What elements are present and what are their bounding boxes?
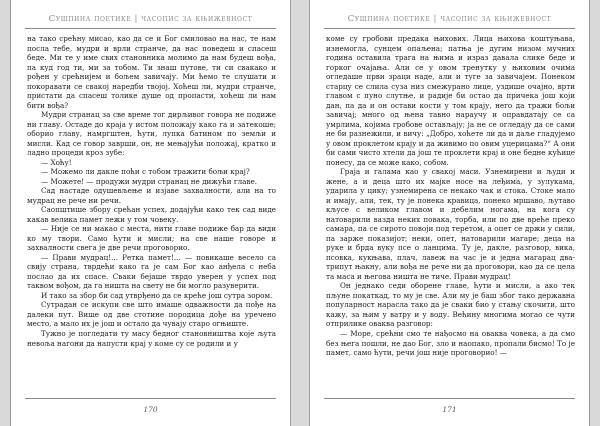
paragraph: Саопштише збору срећан успех, додајући како тек сад виде какав велика памет лежи у том човеку. — [27, 205, 276, 224]
header-rule — [25, 28, 276, 29]
paragraph: — Море, срећни смо те нађосмо на оваква човека, а да смо без њега пошли, не дао Бог, зло и наопако, пропали бисмо! То је памет, само ћути, речи још није проговорио! — — [326, 328, 575, 358]
header-rule — [324, 28, 575, 29]
left-page — [10, 0, 291, 426]
paragraph: на тако срећну мисао, као да се и Бог смиловао на нас, те нам посла тебе, мудри и врли странче, да нас поведеш и спасеш беде. Ми те у име свих становника молимо да нам будеш вођа, па куд год ти, ми за тобом. Ти знаш путове, ти си свакако и рођен у срећнијем и бољем завичају. Ми ћемо те слушати и покоравати се свакој наредби твојој. Хоћеш ли, мудри странче, пристати да спасеш толике душе од пропасти, хоћеш ли нам бити вођа? — [27, 34, 276, 110]
paragraph: Мудри странац за све време тог дирљивог говора не подиже ни главу. Остаде до краја у истом положају како га и затекоше; оборио главу, намргштен, ћути, лупка батином по земљи и мисли. Кад се говор заврши, он, не мењајући положај, кратко и ладно процеди кроз зубе: — [27, 110, 276, 158]
page-number: 170 — [143, 405, 158, 414]
paragraph: коме су гробови предака њихових. Лица њихова коштуњава, изнемогла, сунцем опаљена; патња је дугим низом мучних година оставила трага на њима и израз давала слике беде и горког очајања. Али се у овом тренутку у њиховим очима огледаше први зраци наде, али и туге за завичајем. Понеком старцу се слила суза низ смежурано лице, уздише очајно, врти главом с пуно слутње, и радије би остао да причека још који дан, па да и он остави кости у том крају, него да тражи бољи завичај; много од њена тавно нараучу и оправдатају се са умрлима, којима гробове остављају; ја не се огледају да се сами не би разнежили, и вичу: „Добро, хоћете ли да и даље гладујемо у овом проклетом крају и да живимо по овим уцерицама?“ А они би сами чисто хтели да још те проклети крај и оне бедне кућице понесу, да се може како, собом. — [326, 34, 575, 167]
paragraph: — Није се ни макао с места, нити главе подиже бар да види ко му твори. Само ћути и мисли; на све наше говоре и захвалности свега је две речи проговорио. — [27, 224, 276, 253]
paragraph: — Хоћу! — [41, 157, 72, 167]
paragraph: И тако за збор би сад утврђено да се креће још сутра зором. — [41, 290, 273, 300]
running-header: Сушпина поетике | часопис за књижевност — [48, 14, 253, 24]
paragraph: Тужно је погледати ту масу бедног становништва које љута невоља нагони да напусти крај у коме су се родили и у — [27, 328, 276, 348]
paragraph: — Можемо ли дакле поћи с тобом тражити бољи крај? — [41, 167, 250, 177]
footer-rule — [25, 398, 276, 399]
footer-rule — [324, 398, 575, 399]
page-number: 171 — [442, 405, 457, 414]
page-body — [27, 34, 276, 394]
paragraph: Сад настаде одушевљење и изјаве захвалности, али на то мудрац не рече ни речи. — [27, 186, 276, 205]
paragraph: Он једнако седи оборене главе, ћути и мисли, а ако тек пљуне покаткад, то му је све. Али му је баш због тако державна популарност нарасла тако да је сваки био у стању скочити, што кажу, за њим у ватру и у воду. Већину многима могао се чути отприлике оваква разговор: — [326, 281, 575, 329]
paragraph: — Прави мудрац!... Ретка памет!... — повикаше весело са свију страна, тврдећи како га је сам Бог као анђела с неба послао да их спасе. Сваки бејаше тврдо уверен у успех под таквом вођом, да га ништа на свету не би могло разуверити. — [27, 252, 276, 291]
running-header: Сушпина поетике | часопис за књижевност — [347, 14, 552, 24]
page-body — [326, 34, 575, 394]
paragraph: Сутрадан се искупи све што имаше одважности да пође на далеки пут. Више од две стотине породица дође на уречено место, а мало их је још и остало да чувају старо огњиште. — [27, 300, 276, 329]
paragraph: Граја и галама као у свакој маси. Узнемирени и људи и жене, а и деца што их мајке носе на леђима, у зулукама, ударила у цику; узнемирена се некако чак и стока. Стоке мало и имају, али, тек, ту је понека кравица, понеко мршаво, љутаво кљусе с великом главом и дебелим ногама, на кога су натоварили вазда неких повака, торба, или по две вреће преко самара, па се сиротo повоји под теретом, а опет се држи у сили, па зарже показијот; неки, опет, натоварили магаре; деца на руке и брда вуку псе о ланцима. Ту је, дакле, разговор, вика, псовка, кукњава, плач, лавеж на час је и једна магарац два-трипут њакну, али вођа не рече ни да проговори, као да се цела та маса и његова ништа не тиче. Прави мудрац! — [326, 167, 575, 281]
paragraph: — Можете! — продужи мудри странац не дижући главе. — [41, 176, 258, 186]
right-page — [309, 0, 590, 426]
